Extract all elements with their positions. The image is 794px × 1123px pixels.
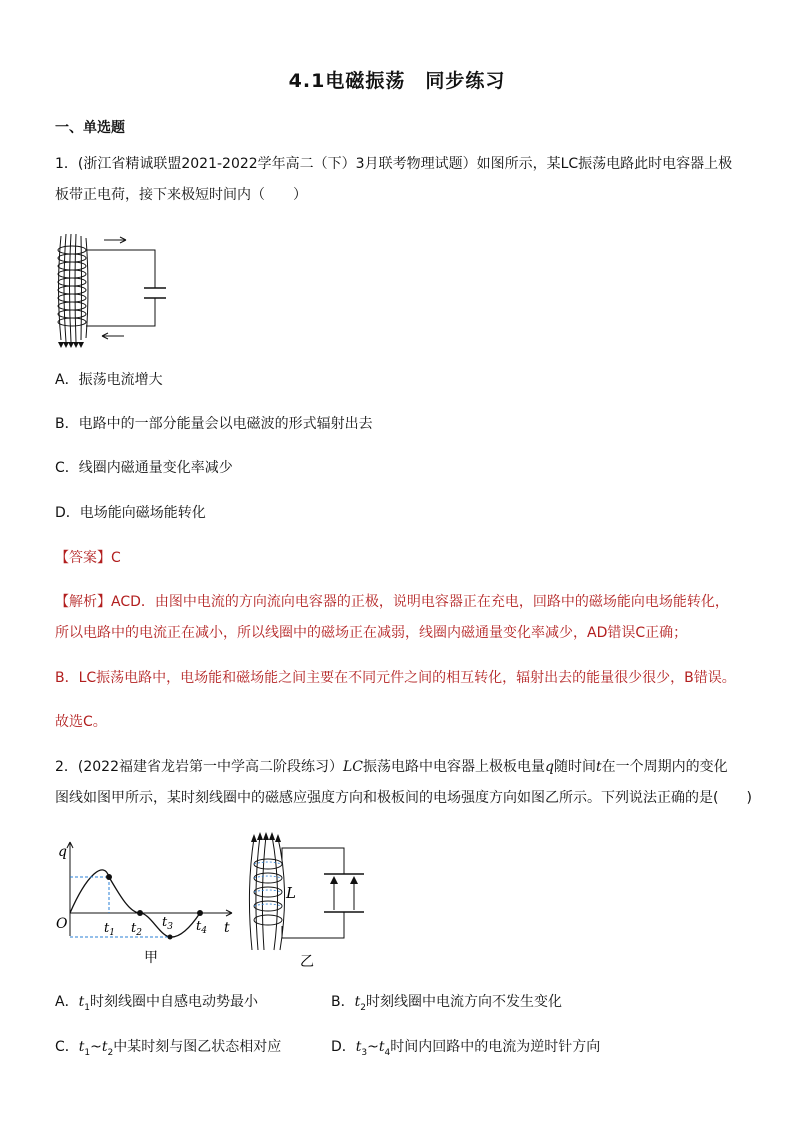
inductor-label: L [286,884,296,902]
q1-option-a: A．振荡电流增大 [55,372,163,388]
q1-explanation-line1 [55,592,729,612]
q1-answer [55,548,121,568]
section-heading: 一、单选题 [55,120,125,136]
q2-option-c: C．$t_1\sim t_2$中某时刻与图乙状态相对应 [55,1039,282,1058]
q1-option-b: B．电路中的一部分能量会以电磁波的形式辐射出去 [55,416,373,432]
explanation-text-1: ACD．由图中电流的方向流向电容器的正极，说明电容器正在充电，回路中的磁场能向电场能转化， [111,594,729,610]
q2-text-b: 振荡电路中电容器上极板电量 [363,759,546,775]
tick-t2: $t_2$ [131,921,142,938]
q2-stem-line1 [55,757,728,777]
answer-value: C [111,550,121,566]
answer-label: 【答案】 [55,550,111,566]
q1-conclusion: 故选C。 [55,714,107,730]
q2-option-a: A．$t_1$时刻线圈中自感电动势最小 [55,994,258,1013]
q2-stem-line2: 图线如图甲所示，某时刻线圈中的磁感应强度方向和极板间的电场强度方向如图乙所示。下列说法正确的是( ) [55,790,752,806]
q2-var-t: t [595,759,602,775]
page-title: 4.1电磁振荡 同步练习 [288,70,506,92]
graph-origin: O [56,916,68,932]
figure-label-yi: 乙 [300,954,314,970]
tick-t4: $t_4$ [196,919,207,936]
q1-stem-line1: 1．(浙江省精诚联盟2021-2022学年高二（下）3月联考物理试题）如图所示，某LC振荡电路此时电容器上极 [55,156,733,172]
q2-option-b: B．$t_2$时刻线圈中电流方向不发生变化 [331,994,562,1013]
q2-text-c: 随时间 [553,759,596,775]
q2-option-d: D．$t_3\sim t_4$时间内回路中的电流为逆时针方向 [331,1039,601,1058]
q1-stem-line2: 板带正电荷，接下来极短时间内（ ） [55,187,307,203]
graph-ylabel: q [58,844,67,860]
q1-option-c: C．线圈内磁通量变化率减少 [55,460,233,476]
q2-var-q: q [545,759,554,775]
tick-t1: $t_1$ [104,921,115,938]
explanation-label: 【解析】 [55,594,111,610]
q1-option-d: D．电场能向磁场能转化 [55,505,206,521]
q2-source: 2．(2022福建省龙岩第一中学高二阶段练习） [55,759,343,775]
q2-figure-yi [244,830,384,970]
tick-t3: $t_3$ [162,915,173,932]
q2-graph-jia [52,836,242,970]
graph-xlabel: t [224,920,230,936]
figure-label-jia: 甲 [144,950,158,966]
q2-text-d: 在一个周期内的变化 [601,759,728,775]
q1-explanation-line2: 所以电路中的电流正在减小，所以线圈中的磁场正在减弱，线圈内磁通量变化率减少，AD错误C正确； [55,625,688,641]
q1-explanation-line3: B．LC振荡电路中，电场能和磁场能之间主要在不同元件之间的相互转化，辐射出去的能量很少很少，B错误。 [55,670,736,686]
q1-lc-circuit-figure [52,228,182,350]
q2-var-lc: LC [343,759,364,775]
